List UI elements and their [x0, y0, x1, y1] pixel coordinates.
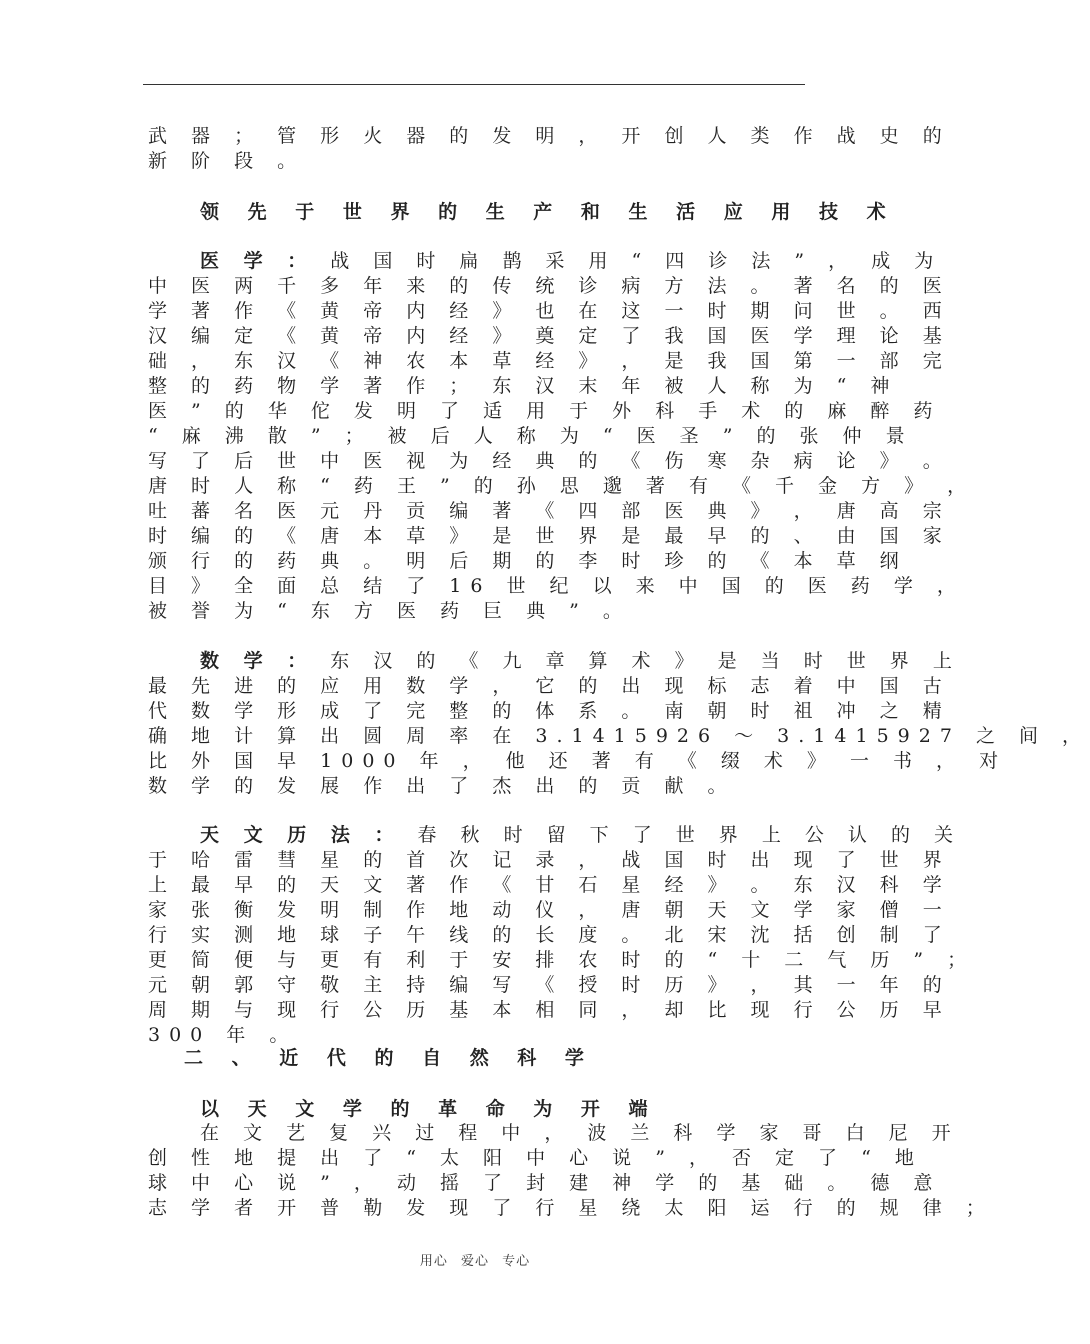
- paragraph-text: 东 汉 的 《 九 章 算 术 》 是 当 时 世 界 上: [330, 650, 961, 672]
- text-line: 唐 时 人 称 “ 药 王 ” 的 孙 思 邈 著 有 《 千 金 方 》 ，: [148, 475, 976, 497]
- text-line: 目 》 全 面 总 结 了 16 世 纪 以 来 中 国 的 医 药 学 ，: [148, 575, 965, 597]
- text-line: 础 ， 东 汉 《 神 农 本 草 经 》 ， 是 我 国 第 一 部 完: [148, 350, 951, 372]
- text-line: 学 著 作 《 黄 帝 内 经 》 也 在 这 一 时 期 问 世 。 西: [148, 300, 951, 322]
- paragraph-first-line: [200, 649, 961, 674]
- text-line: 元 朝 郭 守 敬 主 持 编 写 《 授 时 历 》 ， 其 一 年 的: [148, 974, 951, 996]
- paragraph-text: 战 国 时 扁 鹊 采 用 “ 四 诊 法 ” ， 成 为: [330, 250, 943, 272]
- text-line: 300 年 。: [148, 1024, 298, 1046]
- text-line: 周 期 与 现 行 公 历 基 本 相 同 ， 却 比 现 行 公 历 早: [148, 999, 951, 1021]
- text-line: 行 实 测 地 球 子 午 线 的 长 度 。 北 宋 沈 括 创 制 了: [148, 924, 951, 946]
- text-line: 颁 行 的 药 典 。 明 后 期 的 李 时 珍 的 《 本 草 纲: [148, 550, 908, 572]
- text-line: 数 学 的 发 展 作 出 了 杰 出 的 贡 献 。: [148, 775, 736, 797]
- paragraph-first-line: [200, 249, 942, 274]
- text-line: 于 哈 雷 彗 星 的 首 次 记 录 ， 战 国 时 出 现 了 世 界: [148, 849, 951, 871]
- text-line: 在 文 艺 复 兴 过 程 中 ， 波 兰 科 学 家 哥 白 尼 开: [200, 1122, 960, 1144]
- text-line: 新 阶 段 。: [148, 150, 306, 172]
- text-line: 最 先 进 的 应 用 数 学 ， 它 的 出 现 标 志 着 中 国 古: [148, 675, 951, 697]
- text-line: 创 性 地 提 出 了 “ 太 阳 中 心 说 ” ， 否 定 了 “ 地: [148, 1147, 923, 1169]
- header-rule: [143, 84, 805, 85]
- text-line: 时 编 的 《 唐 本 草 》 是 世 界 是 最 早 的 、 由 国 家: [148, 525, 951, 547]
- paragraph-label: 数 学 ：: [200, 650, 316, 672]
- text-line: 中 医 两 千 多 年 来 的 传 统 诊 病 方 法 。 著 名 的 医: [148, 275, 951, 297]
- footer-item: 用心: [419, 1254, 448, 1269]
- paragraph-label: 天 文 历 法 ：: [200, 824, 403, 846]
- section-heading: 以 天 文 学 的 革 命 为 开 端: [200, 1098, 659, 1120]
- text-line: 吐 蕃 名 医 元 丹 贡 编 著 《 四 部 医 典 》 ， 唐 高 宗: [148, 500, 951, 522]
- text-line: 被 誉 为 “ 东 方 医 药 巨 典 ” 。: [148, 600, 631, 622]
- paragraph-text: 春 秋 时 留 下 了 世 界 上 公 认 的 关: [417, 824, 962, 846]
- text-line: 写 了 后 世 中 医 视 为 经 典 的 《 伤 寒 杂 病 论 》 。: [148, 450, 951, 472]
- section-heading: 二 、 近 代 的 自 然 科 学: [184, 1047, 595, 1069]
- text-line: “ 麻 沸 散 ” ； 被 后 人 称 为 “ 医 圣 ” 的 张 仲 景: [148, 425, 914, 447]
- paragraph-label: 医 学 ：: [200, 250, 316, 272]
- text-line: 球 中 心 说 ” ， 动 摇 了 封 建 神 学 的 基 础 。 德 意: [148, 1172, 942, 1194]
- paragraph-first-line: [200, 823, 962, 848]
- text-line: 比 外 国 早 1000 年 ， 他 还 著 有 《 缀 术 》 一 书 ， 对: [148, 750, 1008, 772]
- footer-item: 专心: [502, 1254, 531, 1269]
- text-line: 家 张 衡 发 明 制 作 地 动 仪 ， 唐 朝 天 文 学 家 僧 一: [148, 899, 951, 921]
- footer-item: 爱心: [460, 1254, 489, 1269]
- text-line: 武 器 ； 管 形 火 器 的 发 明 ， 开 创 人 类 作 战 史 的: [148, 125, 951, 147]
- text-line: 更 简 便 与 更 有 利 于 安 排 农 时 的 “ 十 二 气 历 ” ；: [148, 949, 976, 971]
- page-footer: [0, 1250, 950, 1269]
- text-line: 整 的 药 物 学 著 作 ； 东 汉 末 年 被 人 称 为 “ 神: [148, 375, 899, 397]
- text-line: 汉 编 定 《 黄 帝 内 经 》 奠 定 了 我 国 医 学 理 论 基: [148, 325, 951, 347]
- text-line: 医 ” 的 华 佗 发 明 了 适 用 于 外 科 手 术 的 麻 醉 药: [148, 400, 942, 422]
- text-line: 确 地 计 算 出 圆 周 率 在 3.1415926 ～ 3.1415927 之 间 ，: [148, 725, 1090, 747]
- text-line: 志 学 者 开 普 勒 发 现 了 行 星 绕 太 阳 运 行 的 规 律 ；: [148, 1197, 994, 1219]
- section-heading: 领 先 于 世 界 的 生 产 和 生 活 应 用 技 术: [200, 201, 897, 223]
- text-line: 上 最 早 的 天 文 著 作 《 甘 石 星 经 》 。 东 汉 科 学: [148, 874, 951, 896]
- text-line: 代 数 学 形 成 了 完 整 的 体 系 。 南 朝 时 祖 冲 之 精: [148, 700, 951, 722]
